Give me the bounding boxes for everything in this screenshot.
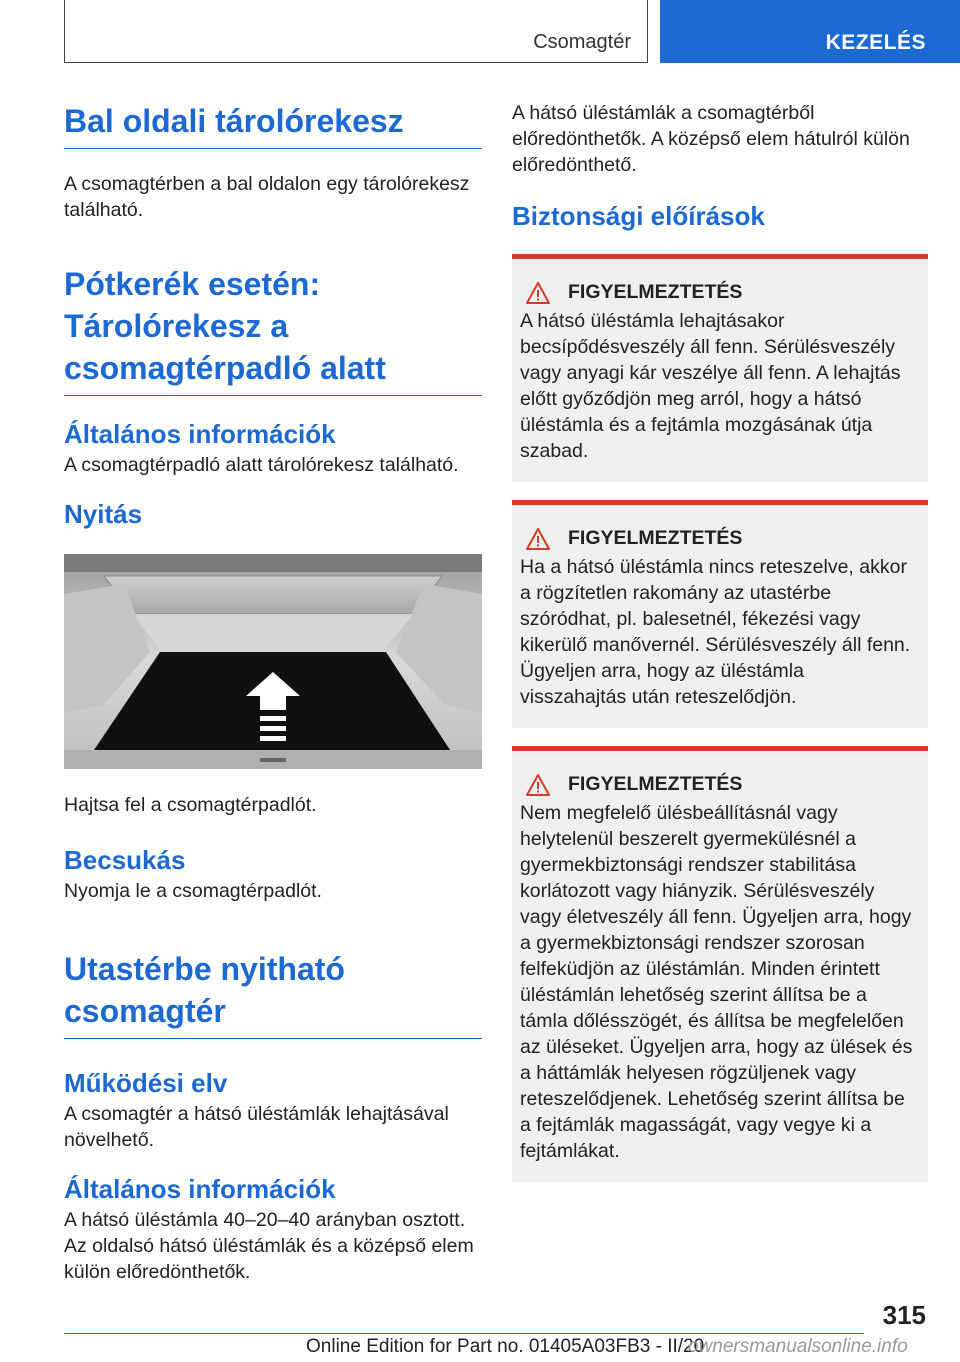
trunk-floor-image bbox=[64, 554, 482, 769]
warning-box-2 bbox=[512, 500, 928, 728]
warning-triangle-icon bbox=[526, 528, 550, 550]
warning-title-text-2: FIGYELMEZTETÉS bbox=[568, 527, 743, 549]
para-bal-oldali: A csomagtérben a bal oldalon egy tárolórekesz található. bbox=[64, 173, 470, 221]
heading-potkerek: Pótkerék esetén: Tárolórekesz a csomagtérpadló alatt bbox=[64, 263, 482, 396]
heading-bal-oldali: Bal oldali tárolórekesz bbox=[64, 100, 482, 149]
trunk-floor-illustration bbox=[64, 554, 482, 774]
warning-title-1 bbox=[520, 281, 914, 304]
para-altalanos-2: A hátsó üléstámla 40–20–40 arányban osztott. Az oldalsó hátsó üléstámlák és a középső elem külön előredönthetők. bbox=[64, 1209, 474, 1283]
heading-altalanos-2: Általános információk bbox=[64, 1174, 336, 1204]
heading-biztonsagi: Biztonsági előírások bbox=[512, 201, 765, 231]
warning-text-1: A hátsó üléstámla lehajtásakor becsípődésveszély áll fenn. Sérülésveszély vagy anyagi kár veszélye áll fenn. A lehajtás előtt győződjön meg arról, hogy a hátsó üléstámla és a fejtámla mozgásának útja szabad. bbox=[520, 310, 901, 462]
warning-title-2 bbox=[520, 527, 914, 550]
warning-title-text-3: FIGYELMEZTETÉS bbox=[568, 773, 743, 795]
para-altalanos-1: A csomagtérpadló alatt tárolórekesz található. bbox=[64, 454, 459, 476]
left-column bbox=[64, 100, 482, 1285]
header-section-title: Csomagtér bbox=[533, 31, 631, 53]
footer-edition: Online Edition for Part no. 01405A03FB3 - II/20 bbox=[306, 1336, 705, 1357]
warning-title-3 bbox=[520, 773, 914, 796]
heading-altalanos-1: Általános információk bbox=[64, 419, 336, 449]
heading-becsukas: Becsukás bbox=[64, 845, 186, 875]
header-chapter-tab[interactable] bbox=[660, 0, 960, 63]
warning-box-1 bbox=[512, 254, 928, 482]
warning-box-3 bbox=[512, 746, 928, 1182]
right-column bbox=[512, 100, 928, 1182]
para-mukodesi: A csomagtér a hátsó üléstámlák lehajtásával növelhető. bbox=[64, 1103, 449, 1151]
footer-divider bbox=[64, 1333, 864, 1334]
warning-triangle-icon bbox=[526, 774, 550, 796]
warning-title-text-1: FIGYELMEZTETÉS bbox=[568, 281, 743, 303]
warning-triangle-icon bbox=[526, 282, 550, 304]
para-intro: A hátsó üléstámlák a csomagtérből előredönthetők. A középső elem hátulról külön előredönthető. bbox=[512, 102, 910, 176]
para-becsukas: Nyomja le a csomagtérpadlót. bbox=[64, 880, 322, 902]
heading-mukodesi: Működési elv bbox=[64, 1068, 228, 1098]
page-number: 315 bbox=[882, 1300, 926, 1330]
warning-text-3: Nem megfelelő ülésbeállításnál vagy helytelenül beszerelt gyermekülésnél a gyermekbiztonsági rendszer stabilitása korlátozott vagy hiányzik. Sérülésveszély vagy életveszély áll fenn. Ügyeljen arra, hogy a gyermekbiztonsági rendszer szorosan felfeküdjön az üléstámlán. Minden érintett üléstámlán lehetőség szerint állítsa be a támla dőlésszögét, és állítsa be megfelelően az üléseket. Ügyeljen arra, hogy az ülések és a háttámlák helyesen rögzüljenek vagy reteszelődjenek. Lehetőség szerint állítsa be a fejtámlák magasságát, vagy vegye ki a fejtámlákat. bbox=[520, 802, 913, 1162]
footer-watermark[interactable]: ownersmanualsonline.info bbox=[688, 1336, 908, 1357]
warning-text-2: Ha a hátsó üléstámla nincs reteszelve, akkor a rögzítetlen rakomány az utastérbe szóródhat, pl. balesetnél, fékezési vagy kikerülő manővernél. Sérülésveszély áll fenn. Ügyeljen arra, hogy az üléstámla visszahajtás után reteszelődjön. bbox=[520, 556, 911, 708]
header-chapter-title: KEZELÉS bbox=[825, 31, 926, 54]
heading-utasterbe: Utastérbe nyitható csomagtér bbox=[64, 948, 482, 1039]
header-section-box bbox=[64, 0, 648, 63]
heading-nyitas: Nyitás bbox=[64, 499, 143, 529]
para-nyitas: Hajtsa fel a csomagtérpadlót. bbox=[64, 794, 317, 816]
